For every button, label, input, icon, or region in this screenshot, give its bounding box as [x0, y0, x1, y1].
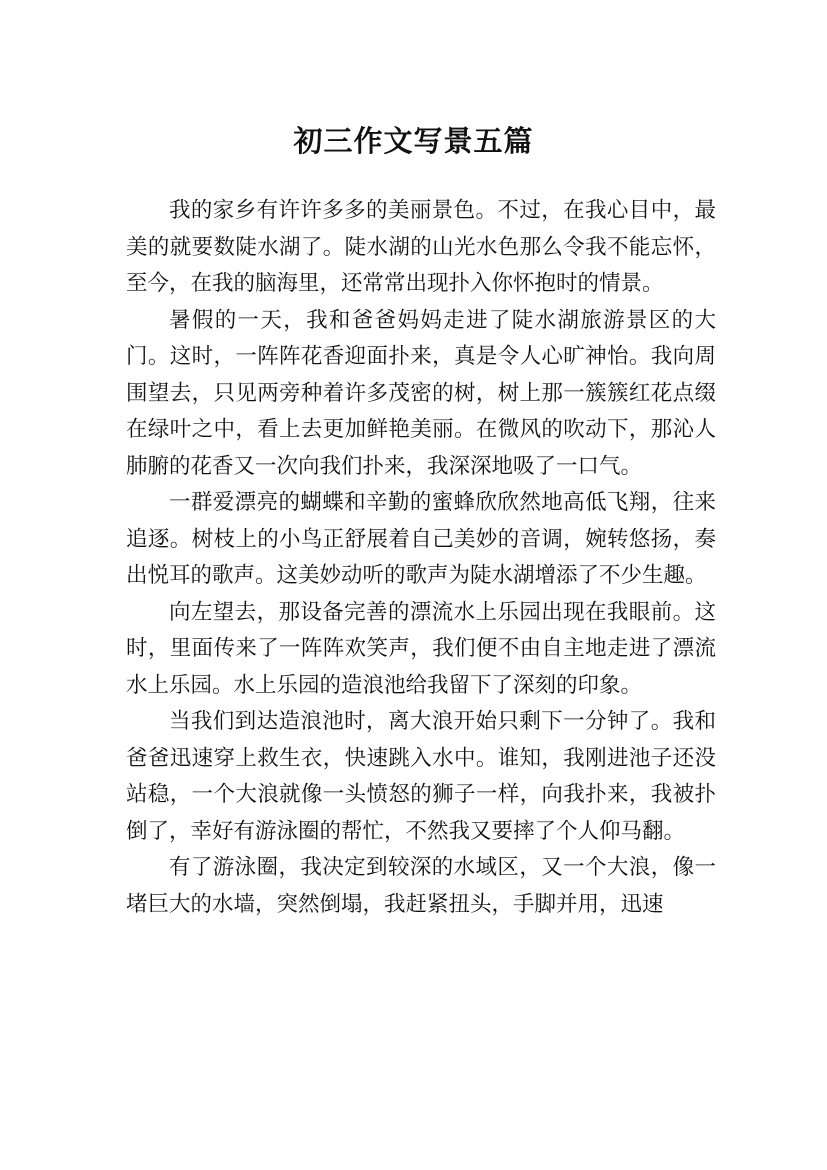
page-title: 初三作文写景五篇: [293, 124, 534, 159]
paragraph: 一群爱漂亮的蝴蝶和辛勤的蜜蜂欣欣然地高低飞翔，往来追逐。树枝上的小鸟正舒展着自己美妙的音调，婉转悠扬，奏出悦耳的歌声。这美妙动听的歌声为陡水湖增添了不少生趣。: [126, 490, 716, 588]
paragraph: 有了游泳圈，我决定到较深的水域区，又一个大浪，像一堵巨大的水墙，突然倒塌，我赶紧扭头，手脚并用，迅速: [126, 855, 716, 917]
paragraph: 当我们到达造浪池时，离大浪开始只剩下一分钟了。我和爸爸迅速穿上救生衣，快速跳入水中。谁知，我刚进池子还没站稳，一个大浪就像一头愤怒的狮子一样，向我扑来，我被扑倒了，幸好有游泳圈的帮忙，不然我又要摔了个人仰马翻。: [126, 709, 716, 844]
paragraph: 向左望去，那设备完善的漂流水上乐园出现在我眼前。这时，里面传来了一阵阵欢笑声，我们便不由自主地走进了漂流水上乐园。水上乐园的造浪池给我留下了深刻的印象。: [126, 599, 716, 698]
essay-body: [126, 193, 716, 923]
paragraph: 暑假的一天，我和爸爸妈妈走进了陡水湖旅游景区的大门。这时，一阵阵花香迎面扑来，真是令人心旷神怡。我向周围望去，只见两旁种着许多茂密的树，树上那一簇簇红花点缀在绿叶之中，看上去更加鲜艳美丽。在微风的吹动下，那沁人肺腑的花香又一次向我们扑来，我深深地吸了一口气。: [126, 307, 716, 479]
paragraph: 我的家乡有许许多多的美丽景色。不过，在我心目中，最美的就要数陡水湖了。陡水湖的山光水色那么令我不能忘怀，至今，在我的脑海里，还常常出现扑入你怀抱时的情景。: [126, 198, 716, 296]
